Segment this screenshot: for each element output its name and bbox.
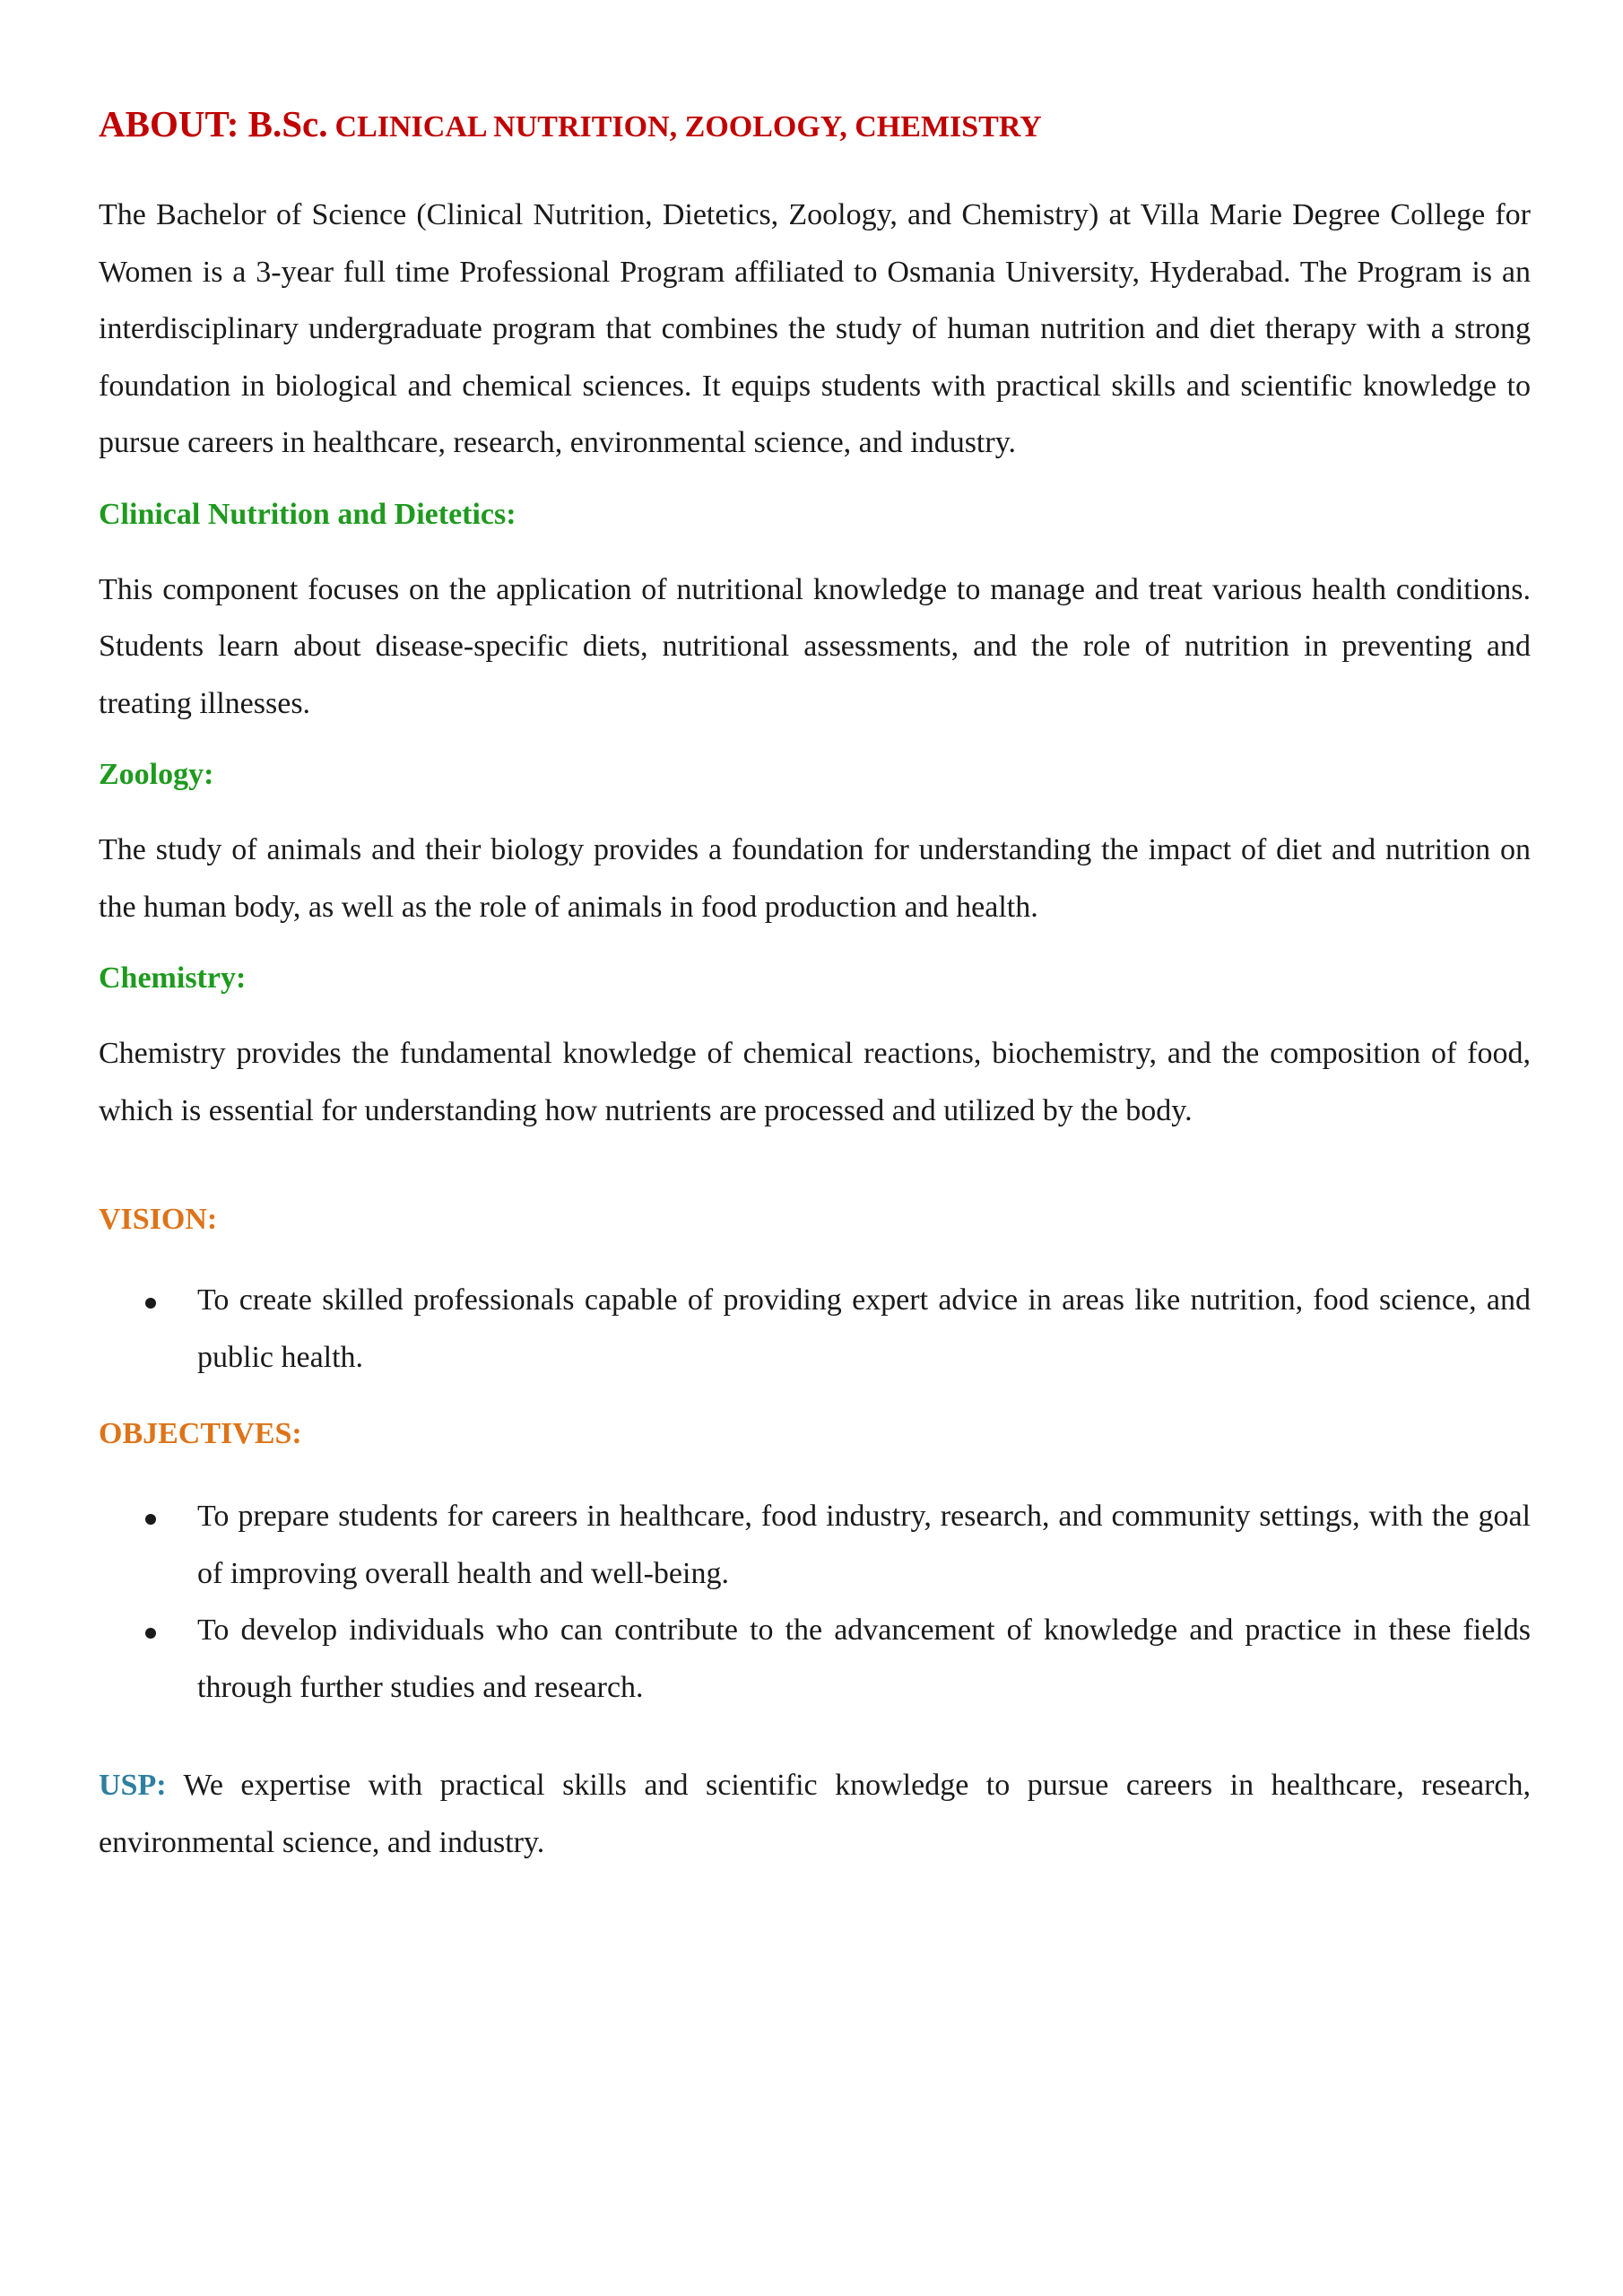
bullet-icon — [145, 1628, 156, 1639]
section-text-clinical-nutrition: This component focuses on the application of nutritional knowledge to manage and treat various health conditions. Students learn about disease-specific diets, nutritional assessments, and the role of nutrition in preventing and treating illnesses. — [99, 572, 1531, 720]
objective-item — [99, 1488, 1531, 1602]
objective-item — [99, 1602, 1531, 1716]
intro-paragraph: The Bachelor of Science (Clinical Nutrition, Dietetics, Zoology, and Chemistry) at Villa Marie Degree College for Women is a 3-year full time Professional Program affiliated to Osmania University, Hyderabad. The Program is an interdisciplinary undergraduate program that combines the study of human nutrition and diet therapy with a strong foundation in biological and chemical sciences. It equips students with practical skills and scientific knowledge to pursue careers in healthcare, research, environmental science, and industry. — [99, 198, 1531, 459]
page-title — [99, 97, 1531, 154]
section-heading-clinical-nutrition: Clinical Nutrition and Dietetics: — [99, 497, 516, 531]
usp-paragraph — [99, 1757, 1531, 1871]
document-page — [99, 97, 1531, 1871]
usp-label: USP: — [99, 1769, 167, 1802]
section-text-zoology: The study of animals and their biology provides a foundation for understanding the impact of diet and nutrition on the human body, as well as the role of animals in food production and health. — [99, 833, 1531, 924]
title-rest: CLINICAL NUTRITION, ZOOLOGY, CHEMISTRY — [334, 110, 1042, 144]
bullet-icon — [145, 1514, 156, 1525]
bullet-icon — [145, 1298, 156, 1309]
title-lead: ABOUT: B.Sc. — [99, 103, 328, 144]
objectives-list — [99, 1488, 1531, 1716]
vision-item — [99, 1272, 1531, 1386]
section-heading-chemistry: Chemistry: — [99, 961, 247, 995]
usp-text: We expertise with practical skills and scientific knowledge to pursue careers in healthcare, research, environmental science, and industry. — [99, 1769, 1531, 1859]
vision-list — [99, 1272, 1531, 1386]
section-text-chemistry: Chemistry provides the fundamental knowledge of chemical reactions, biochemistry, and the composition of food, which is essential for understanding how nutrients are processed and utilized by the body. — [99, 1037, 1531, 1127]
objective-item-text: To develop individuals who can contribute to the advancement of knowledge and practice in these fields through further studies and research. — [197, 1613, 1531, 1704]
objectives-heading: OBJECTIVES: — [99, 1417, 302, 1450]
section-heading-zoology: Zoology: — [99, 758, 214, 791]
objective-item-text: To prepare students for careers in healthcare, food industry, research, and community settings, with the goal of improving overall health and well-being. — [197, 1500, 1531, 1590]
vision-heading: VISION: — [99, 1203, 218, 1236]
vision-item-text: To create skilled professionals capable of providing expert advice in areas like nutrition, food science, and public health. — [197, 1283, 1531, 1374]
